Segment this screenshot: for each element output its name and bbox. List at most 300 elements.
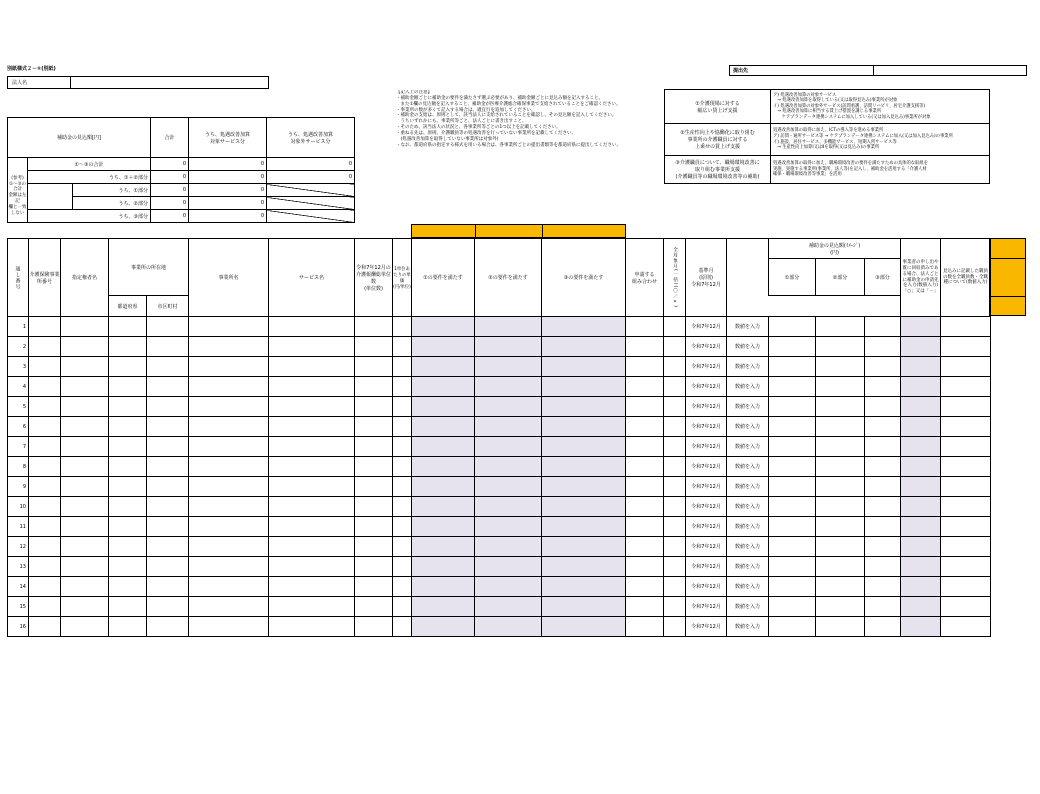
check-cell[interactable] bbox=[664, 437, 686, 457]
left2-cell[interactable] bbox=[941, 597, 991, 617]
unit-price-cell[interactable] bbox=[393, 377, 412, 397]
check-cell[interactable] bbox=[664, 597, 686, 617]
req2-cell[interactable] bbox=[475, 537, 542, 557]
pref-cell[interactable] bbox=[61, 497, 109, 517]
service-cell[interactable] bbox=[269, 597, 355, 617]
amount-p2-cell[interactable] bbox=[816, 497, 865, 517]
unit-price-cell[interactable] bbox=[393, 317, 412, 337]
req2-cell[interactable] bbox=[475, 437, 542, 457]
left1-cell[interactable] bbox=[901, 397, 941, 417]
loc-pref-cell[interactable] bbox=[109, 537, 147, 557]
loc-pref-cell[interactable] bbox=[109, 477, 147, 497]
service-cell[interactable] bbox=[269, 417, 355, 437]
req1-cell[interactable] bbox=[412, 557, 475, 577]
req3-cell[interactable] bbox=[542, 617, 626, 637]
apply-cell[interactable] bbox=[626, 317, 664, 337]
office-cell[interactable] bbox=[189, 377, 269, 397]
loc-pref-cell[interactable] bbox=[109, 357, 147, 377]
unit-price-cell[interactable] bbox=[393, 497, 412, 517]
month-cell: 令和7年12月 bbox=[686, 317, 727, 337]
service-cell[interactable] bbox=[269, 317, 355, 337]
jigyosho-no-cell[interactable] bbox=[29, 557, 61, 577]
unit-price-cell[interactable] bbox=[393, 617, 412, 637]
req3-cell[interactable] bbox=[542, 557, 626, 577]
row-number: 16 bbox=[8, 617, 29, 637]
bonus-cell[interactable] bbox=[355, 377, 393, 397]
apply-cell[interactable] bbox=[626, 357, 664, 377]
amount-p3-cell[interactable] bbox=[865, 537, 901, 557]
pref-cell[interactable] bbox=[61, 557, 109, 577]
corp-name-field[interactable] bbox=[71, 77, 268, 88]
amount-p2-cell[interactable] bbox=[816, 437, 865, 457]
amount-p1-cell[interactable] bbox=[769, 497, 816, 517]
req1-cell[interactable] bbox=[412, 377, 475, 397]
service-cell[interactable] bbox=[269, 457, 355, 477]
row-number: 4 bbox=[8, 377, 29, 397]
jigyosho-no-cell[interactable] bbox=[29, 337, 61, 357]
check-cell[interactable] bbox=[664, 357, 686, 377]
req2-cell[interactable] bbox=[475, 477, 542, 497]
req2-cell[interactable] bbox=[475, 337, 542, 357]
amount-p1-cell[interactable] bbox=[769, 537, 816, 557]
bonus-cell[interactable] bbox=[355, 577, 393, 597]
amount-p1-cell[interactable] bbox=[769, 437, 816, 457]
req3-cell[interactable] bbox=[542, 317, 626, 337]
loc-city-cell[interactable] bbox=[147, 317, 189, 337]
left1-cell[interactable] bbox=[901, 497, 941, 517]
check-cell[interactable] bbox=[664, 377, 686, 397]
amount-p1-cell[interactable] bbox=[769, 557, 816, 577]
req1-cell[interactable] bbox=[412, 437, 475, 457]
bonus-cell[interactable] bbox=[355, 557, 393, 577]
left2-cell[interactable] bbox=[941, 357, 991, 377]
apply-cell[interactable] bbox=[626, 537, 664, 557]
loc-pref-cell[interactable] bbox=[109, 557, 147, 577]
amount-p3-cell[interactable] bbox=[865, 457, 901, 477]
loc-city-cell[interactable] bbox=[147, 497, 189, 517]
loc-pref-cell[interactable] bbox=[109, 577, 147, 597]
bonus-cell[interactable] bbox=[355, 417, 393, 437]
amount-p3-cell[interactable] bbox=[865, 497, 901, 517]
unit-price-cell[interactable] bbox=[393, 537, 412, 557]
amount-p2-cell[interactable] bbox=[816, 577, 865, 597]
pref-cell[interactable] bbox=[61, 537, 109, 557]
amount-p2-cell[interactable] bbox=[816, 557, 865, 577]
service-cell[interactable] bbox=[269, 557, 355, 577]
left2-cell[interactable] bbox=[941, 397, 991, 417]
loc-pref-cell[interactable] bbox=[109, 457, 147, 477]
amount-p2-cell[interactable] bbox=[816, 477, 865, 497]
pref-cell[interactable] bbox=[61, 337, 109, 357]
office-cell[interactable] bbox=[189, 357, 269, 377]
header-no: 通し番号 bbox=[8, 239, 29, 317]
req1-cell[interactable] bbox=[412, 537, 475, 557]
service-cell[interactable] bbox=[269, 617, 355, 637]
pref-cell[interactable] bbox=[61, 317, 109, 337]
apply-cell[interactable] bbox=[626, 557, 664, 577]
jigyosho-no-cell[interactable] bbox=[29, 577, 61, 597]
req3-cell[interactable] bbox=[542, 477, 626, 497]
left1-cell[interactable] bbox=[901, 597, 941, 617]
req1-cell[interactable] bbox=[412, 497, 475, 517]
loc-city-cell[interactable] bbox=[147, 517, 189, 537]
office-cell[interactable] bbox=[189, 577, 269, 597]
req1-cell[interactable] bbox=[412, 577, 475, 597]
req2-cell[interactable] bbox=[475, 497, 542, 517]
amount-p1-cell[interactable] bbox=[769, 477, 816, 497]
left1-cell[interactable] bbox=[901, 517, 941, 537]
amount-p3-cell[interactable] bbox=[865, 517, 901, 537]
amount-p1-cell[interactable] bbox=[769, 377, 816, 397]
left2-cell[interactable] bbox=[941, 477, 991, 497]
amount-p1-cell[interactable] bbox=[769, 317, 816, 337]
bonus-cell[interactable] bbox=[355, 357, 393, 377]
office-cell[interactable] bbox=[189, 317, 269, 337]
summary-group-label: (参考) ①～③の合計 金額は左記 欄と一致しない bbox=[8, 171, 28, 223]
amount-p2-cell[interactable] bbox=[816, 317, 865, 337]
loc-pref-cell[interactable] bbox=[109, 337, 147, 357]
loc-city-cell[interactable] bbox=[147, 557, 189, 577]
bonus-cell[interactable] bbox=[355, 517, 393, 537]
office-cell[interactable] bbox=[189, 417, 269, 437]
req3-cell[interactable] bbox=[542, 457, 626, 477]
amount-p2-cell[interactable] bbox=[816, 337, 865, 357]
amount-p3-cell[interactable] bbox=[865, 357, 901, 377]
req3-cell[interactable] bbox=[542, 337, 626, 357]
amount-p3-cell[interactable] bbox=[865, 557, 901, 577]
left1-cell[interactable] bbox=[901, 557, 941, 577]
unit-price-cell[interactable] bbox=[393, 337, 412, 357]
apply-cell[interactable] bbox=[626, 337, 664, 357]
apply-cell[interactable] bbox=[626, 377, 664, 397]
jigyosho-no-cell[interactable] bbox=[29, 377, 61, 397]
left1-cell[interactable] bbox=[901, 477, 941, 497]
loc-pref-cell[interactable] bbox=[109, 617, 147, 637]
req2-cell[interactable] bbox=[475, 317, 542, 337]
apply-cell[interactable] bbox=[626, 577, 664, 597]
loc-pref-cell[interactable] bbox=[109, 397, 147, 417]
amount-p1-cell[interactable] bbox=[769, 597, 816, 617]
req3-cell[interactable] bbox=[542, 597, 626, 617]
left1-cell[interactable] bbox=[901, 317, 941, 337]
check-cell[interactable] bbox=[664, 517, 686, 537]
pref-field[interactable] bbox=[874, 66, 1026, 75]
unit-price-cell[interactable] bbox=[393, 477, 412, 497]
amount-p1-cell[interactable] bbox=[769, 337, 816, 357]
apply-cell[interactable] bbox=[626, 397, 664, 417]
left2-cell[interactable] bbox=[941, 617, 991, 637]
loc-city-cell[interactable] bbox=[147, 377, 189, 397]
amount-p2-cell[interactable] bbox=[816, 617, 865, 637]
jigyosho-no-cell[interactable] bbox=[29, 537, 61, 557]
office-cell[interactable] bbox=[189, 617, 269, 637]
loc-city-cell[interactable] bbox=[147, 357, 189, 377]
amount-p3-cell[interactable] bbox=[865, 437, 901, 457]
apply-cell[interactable] bbox=[626, 417, 664, 437]
amount-p3-cell[interactable] bbox=[865, 477, 901, 497]
loc-pref-cell[interactable] bbox=[109, 597, 147, 617]
req1-cell[interactable] bbox=[412, 397, 475, 417]
jigyosho-no-cell[interactable] bbox=[29, 417, 61, 437]
unit-price-cell[interactable] bbox=[393, 577, 412, 597]
req3-cell[interactable] bbox=[542, 397, 626, 417]
apply-cell[interactable] bbox=[626, 617, 664, 637]
office-cell[interactable] bbox=[189, 497, 269, 517]
req1-cell[interactable] bbox=[412, 457, 475, 477]
req3-cell[interactable] bbox=[542, 497, 626, 517]
amount-p2-cell[interactable] bbox=[816, 597, 865, 617]
amount-p1-cell[interactable] bbox=[769, 517, 816, 537]
loc-city-cell[interactable] bbox=[147, 577, 189, 597]
jigyosho-no-cell[interactable] bbox=[29, 457, 61, 477]
req3-cell[interactable] bbox=[542, 437, 626, 457]
req1-cell[interactable] bbox=[412, 477, 475, 497]
amount-p1-cell[interactable] bbox=[769, 617, 816, 637]
req2-cell[interactable] bbox=[475, 557, 542, 577]
req2-cell[interactable] bbox=[475, 597, 542, 617]
check-cell[interactable] bbox=[664, 457, 686, 477]
bonus-cell[interactable] bbox=[355, 337, 393, 357]
amount-p2-cell[interactable] bbox=[816, 457, 865, 477]
check-cell[interactable] bbox=[664, 397, 686, 417]
check-cell[interactable] bbox=[664, 577, 686, 597]
req3-cell[interactable] bbox=[542, 577, 626, 597]
jigyosho-no-cell[interactable] bbox=[29, 497, 61, 517]
pref-cell[interactable] bbox=[61, 417, 109, 437]
left1-cell[interactable] bbox=[901, 377, 941, 397]
req2-cell[interactable] bbox=[475, 517, 542, 537]
bonus-cell[interactable] bbox=[355, 477, 393, 497]
unit-price-cell[interactable] bbox=[393, 517, 412, 537]
apply-cell[interactable] bbox=[626, 497, 664, 517]
left2-cell[interactable] bbox=[941, 437, 991, 457]
jigyosho-no-cell[interactable] bbox=[29, 597, 61, 617]
left1-cell[interactable] bbox=[901, 437, 941, 457]
loc-city-cell[interactable] bbox=[147, 537, 189, 557]
left1-cell[interactable] bbox=[901, 457, 941, 477]
unit-price-cell[interactable] bbox=[393, 417, 412, 437]
left2-cell[interactable] bbox=[941, 337, 991, 357]
pref-cell[interactable] bbox=[61, 477, 109, 497]
loc-city-cell[interactable] bbox=[147, 617, 189, 637]
service-cell[interactable] bbox=[269, 377, 355, 397]
amount-p1-cell[interactable] bbox=[769, 417, 816, 437]
req2-cell[interactable] bbox=[475, 417, 542, 437]
pref-cell[interactable] bbox=[61, 517, 109, 537]
req2-cell[interactable] bbox=[475, 577, 542, 597]
apply-cell[interactable] bbox=[626, 517, 664, 537]
left2-cell[interactable] bbox=[941, 377, 991, 397]
unit-price-cell[interactable] bbox=[393, 457, 412, 477]
check-cell[interactable] bbox=[664, 557, 686, 577]
apply-cell[interactable] bbox=[626, 597, 664, 617]
req3-cell[interactable] bbox=[542, 377, 626, 397]
pref-cell[interactable] bbox=[61, 357, 109, 377]
jigyosho-no-cell[interactable] bbox=[29, 437, 61, 457]
req1-cell[interactable] bbox=[412, 597, 475, 617]
amount-p2-cell[interactable] bbox=[816, 357, 865, 377]
check-cell[interactable] bbox=[664, 537, 686, 557]
jigyosho-no-cell[interactable] bbox=[29, 357, 61, 377]
check-cell[interactable] bbox=[664, 477, 686, 497]
req1-cell[interactable] bbox=[412, 617, 475, 637]
amount-p1-cell[interactable] bbox=[769, 397, 816, 417]
service-cell[interactable] bbox=[269, 517, 355, 537]
amount-p1-cell[interactable] bbox=[769, 577, 816, 597]
bonus-cell[interactable] bbox=[355, 457, 393, 477]
unit-price-cell[interactable] bbox=[393, 597, 412, 617]
loc-pref-cell[interactable] bbox=[109, 377, 147, 397]
unit-price-cell[interactable] bbox=[393, 397, 412, 417]
bonus-cell[interactable] bbox=[355, 617, 393, 637]
req3-cell[interactable] bbox=[542, 517, 626, 537]
left2-cell[interactable] bbox=[941, 317, 991, 337]
amount-p2-cell[interactable] bbox=[816, 397, 865, 417]
loc-pref-cell[interactable] bbox=[109, 317, 147, 337]
check-cell[interactable] bbox=[664, 337, 686, 357]
req3-cell[interactable] bbox=[542, 357, 626, 377]
left2-cell[interactable] bbox=[941, 577, 991, 597]
amount-p3-cell[interactable] bbox=[865, 577, 901, 597]
pref-cell[interactable] bbox=[61, 617, 109, 637]
apply-cell[interactable] bbox=[626, 437, 664, 457]
loc-city-cell[interactable] bbox=[147, 597, 189, 617]
amount-p2-cell[interactable] bbox=[816, 517, 865, 537]
amount-p3-cell[interactable] bbox=[865, 337, 901, 357]
req2-cell[interactable] bbox=[475, 617, 542, 637]
pref-cell[interactable] bbox=[61, 597, 109, 617]
summary-row-label: うち、①部分 bbox=[73, 184, 151, 197]
left2-cell[interactable] bbox=[941, 497, 991, 517]
left1-cell[interactable] bbox=[901, 337, 941, 357]
amount-p3-cell[interactable] bbox=[865, 597, 901, 617]
amount-p1-cell[interactable] bbox=[769, 457, 816, 477]
left1-cell[interactable] bbox=[901, 357, 941, 377]
req1-cell[interactable] bbox=[412, 417, 475, 437]
loc-city-cell[interactable] bbox=[147, 397, 189, 417]
req3-cell[interactable] bbox=[542, 537, 626, 557]
office-cell[interactable] bbox=[189, 437, 269, 457]
bonus-cell[interactable] bbox=[355, 497, 393, 517]
check-cell[interactable] bbox=[664, 617, 686, 637]
req1-cell[interactable] bbox=[412, 357, 475, 377]
unit-price-cell[interactable] bbox=[393, 437, 412, 457]
apply-cell[interactable] bbox=[626, 457, 664, 477]
loc-pref-cell[interactable] bbox=[109, 497, 147, 517]
loc-city-cell[interactable] bbox=[147, 457, 189, 477]
pref-cell[interactable] bbox=[61, 577, 109, 597]
office-cell[interactable] bbox=[189, 457, 269, 477]
amount-p2-cell[interactable] bbox=[816, 377, 865, 397]
office-cell[interactable] bbox=[189, 337, 269, 357]
office-cell[interactable] bbox=[189, 557, 269, 577]
service-cell[interactable] bbox=[269, 337, 355, 357]
req2-cell[interactable] bbox=[475, 457, 542, 477]
jigyosho-no-cell[interactable] bbox=[29, 477, 61, 497]
left2-cell[interactable] bbox=[941, 537, 991, 557]
unit-price-cell[interactable] bbox=[393, 357, 412, 377]
bonus-cell[interactable] bbox=[355, 397, 393, 417]
service-cell[interactable] bbox=[269, 357, 355, 377]
left2-cell[interactable] bbox=[941, 417, 991, 437]
amount-p2-cell[interactable] bbox=[816, 537, 865, 557]
input-hint-cell: 数値を入力 bbox=[727, 317, 769, 337]
req1-cell[interactable] bbox=[412, 517, 475, 537]
left2-cell[interactable] bbox=[941, 457, 991, 477]
left2-cell[interactable] bbox=[941, 557, 991, 577]
amount-p3-cell[interactable] bbox=[865, 377, 901, 397]
office-cell[interactable] bbox=[189, 397, 269, 417]
req3-cell[interactable] bbox=[542, 417, 626, 437]
office-cell[interactable] bbox=[189, 537, 269, 557]
amount-p3-cell[interactable] bbox=[865, 617, 901, 637]
bonus-cell[interactable] bbox=[355, 317, 393, 337]
pref-cell[interactable] bbox=[61, 457, 109, 477]
check-cell[interactable] bbox=[664, 497, 686, 517]
req2-cell[interactable] bbox=[475, 397, 542, 417]
service-cell[interactable] bbox=[269, 577, 355, 597]
loc-city-cell[interactable] bbox=[147, 337, 189, 357]
office-cell[interactable] bbox=[189, 477, 269, 497]
bonus-cell[interactable] bbox=[355, 597, 393, 617]
bonus-cell[interactable] bbox=[355, 437, 393, 457]
amount-p2-cell[interactable] bbox=[816, 417, 865, 437]
loc-pref-cell[interactable] bbox=[109, 417, 147, 437]
jigyosho-no-cell[interactable] bbox=[29, 317, 61, 337]
req2-cell[interactable] bbox=[475, 377, 542, 397]
amount-p3-cell[interactable] bbox=[865, 397, 901, 417]
loc-pref-cell[interactable] bbox=[109, 517, 147, 537]
office-cell[interactable] bbox=[189, 517, 269, 537]
apply-cell[interactable] bbox=[626, 477, 664, 497]
office-cell[interactable] bbox=[189, 597, 269, 617]
unit-price-cell[interactable] bbox=[393, 557, 412, 577]
service-cell[interactable] bbox=[269, 497, 355, 517]
left1-cell[interactable] bbox=[901, 577, 941, 597]
amount-p3-cell[interactable] bbox=[865, 317, 901, 337]
service-cell[interactable] bbox=[269, 397, 355, 417]
pref-cell[interactable] bbox=[61, 397, 109, 417]
jigyosho-no-cell[interactable] bbox=[29, 517, 61, 537]
jigyosho-no-cell[interactable] bbox=[29, 617, 61, 637]
bonus-cell[interactable] bbox=[355, 537, 393, 557]
loc-pref-cell[interactable] bbox=[109, 437, 147, 457]
req1-cell[interactable] bbox=[412, 317, 475, 337]
check-cell[interactable] bbox=[664, 317, 686, 337]
service-cell[interactable] bbox=[269, 537, 355, 557]
loc-city-cell[interactable] bbox=[147, 437, 189, 457]
loc-city-cell[interactable] bbox=[147, 477, 189, 497]
left1-cell[interactable] bbox=[901, 537, 941, 557]
req2-cell[interactable] bbox=[475, 357, 542, 377]
left1-cell[interactable] bbox=[901, 617, 941, 637]
pref-cell[interactable] bbox=[61, 377, 109, 397]
check-cell[interactable] bbox=[664, 417, 686, 437]
service-cell[interactable] bbox=[269, 437, 355, 457]
pref-cell[interactable] bbox=[61, 437, 109, 457]
amount-p1-cell[interactable] bbox=[769, 357, 816, 377]
amount-p3-cell[interactable] bbox=[865, 417, 901, 437]
left1-cell[interactable] bbox=[901, 417, 941, 437]
table-row bbox=[8, 537, 991, 557]
left2-cell[interactable] bbox=[941, 517, 991, 537]
input-hint-cell: 数値を入力 bbox=[727, 337, 769, 357]
header-bonus: 令和7年12月の介護報酬総単位数 (単位数) bbox=[355, 239, 393, 317]
loc-city-cell[interactable] bbox=[147, 417, 189, 437]
service-cell[interactable] bbox=[269, 477, 355, 497]
req1-cell[interactable] bbox=[412, 337, 475, 357]
jigyosho-no-cell[interactable] bbox=[29, 397, 61, 417]
